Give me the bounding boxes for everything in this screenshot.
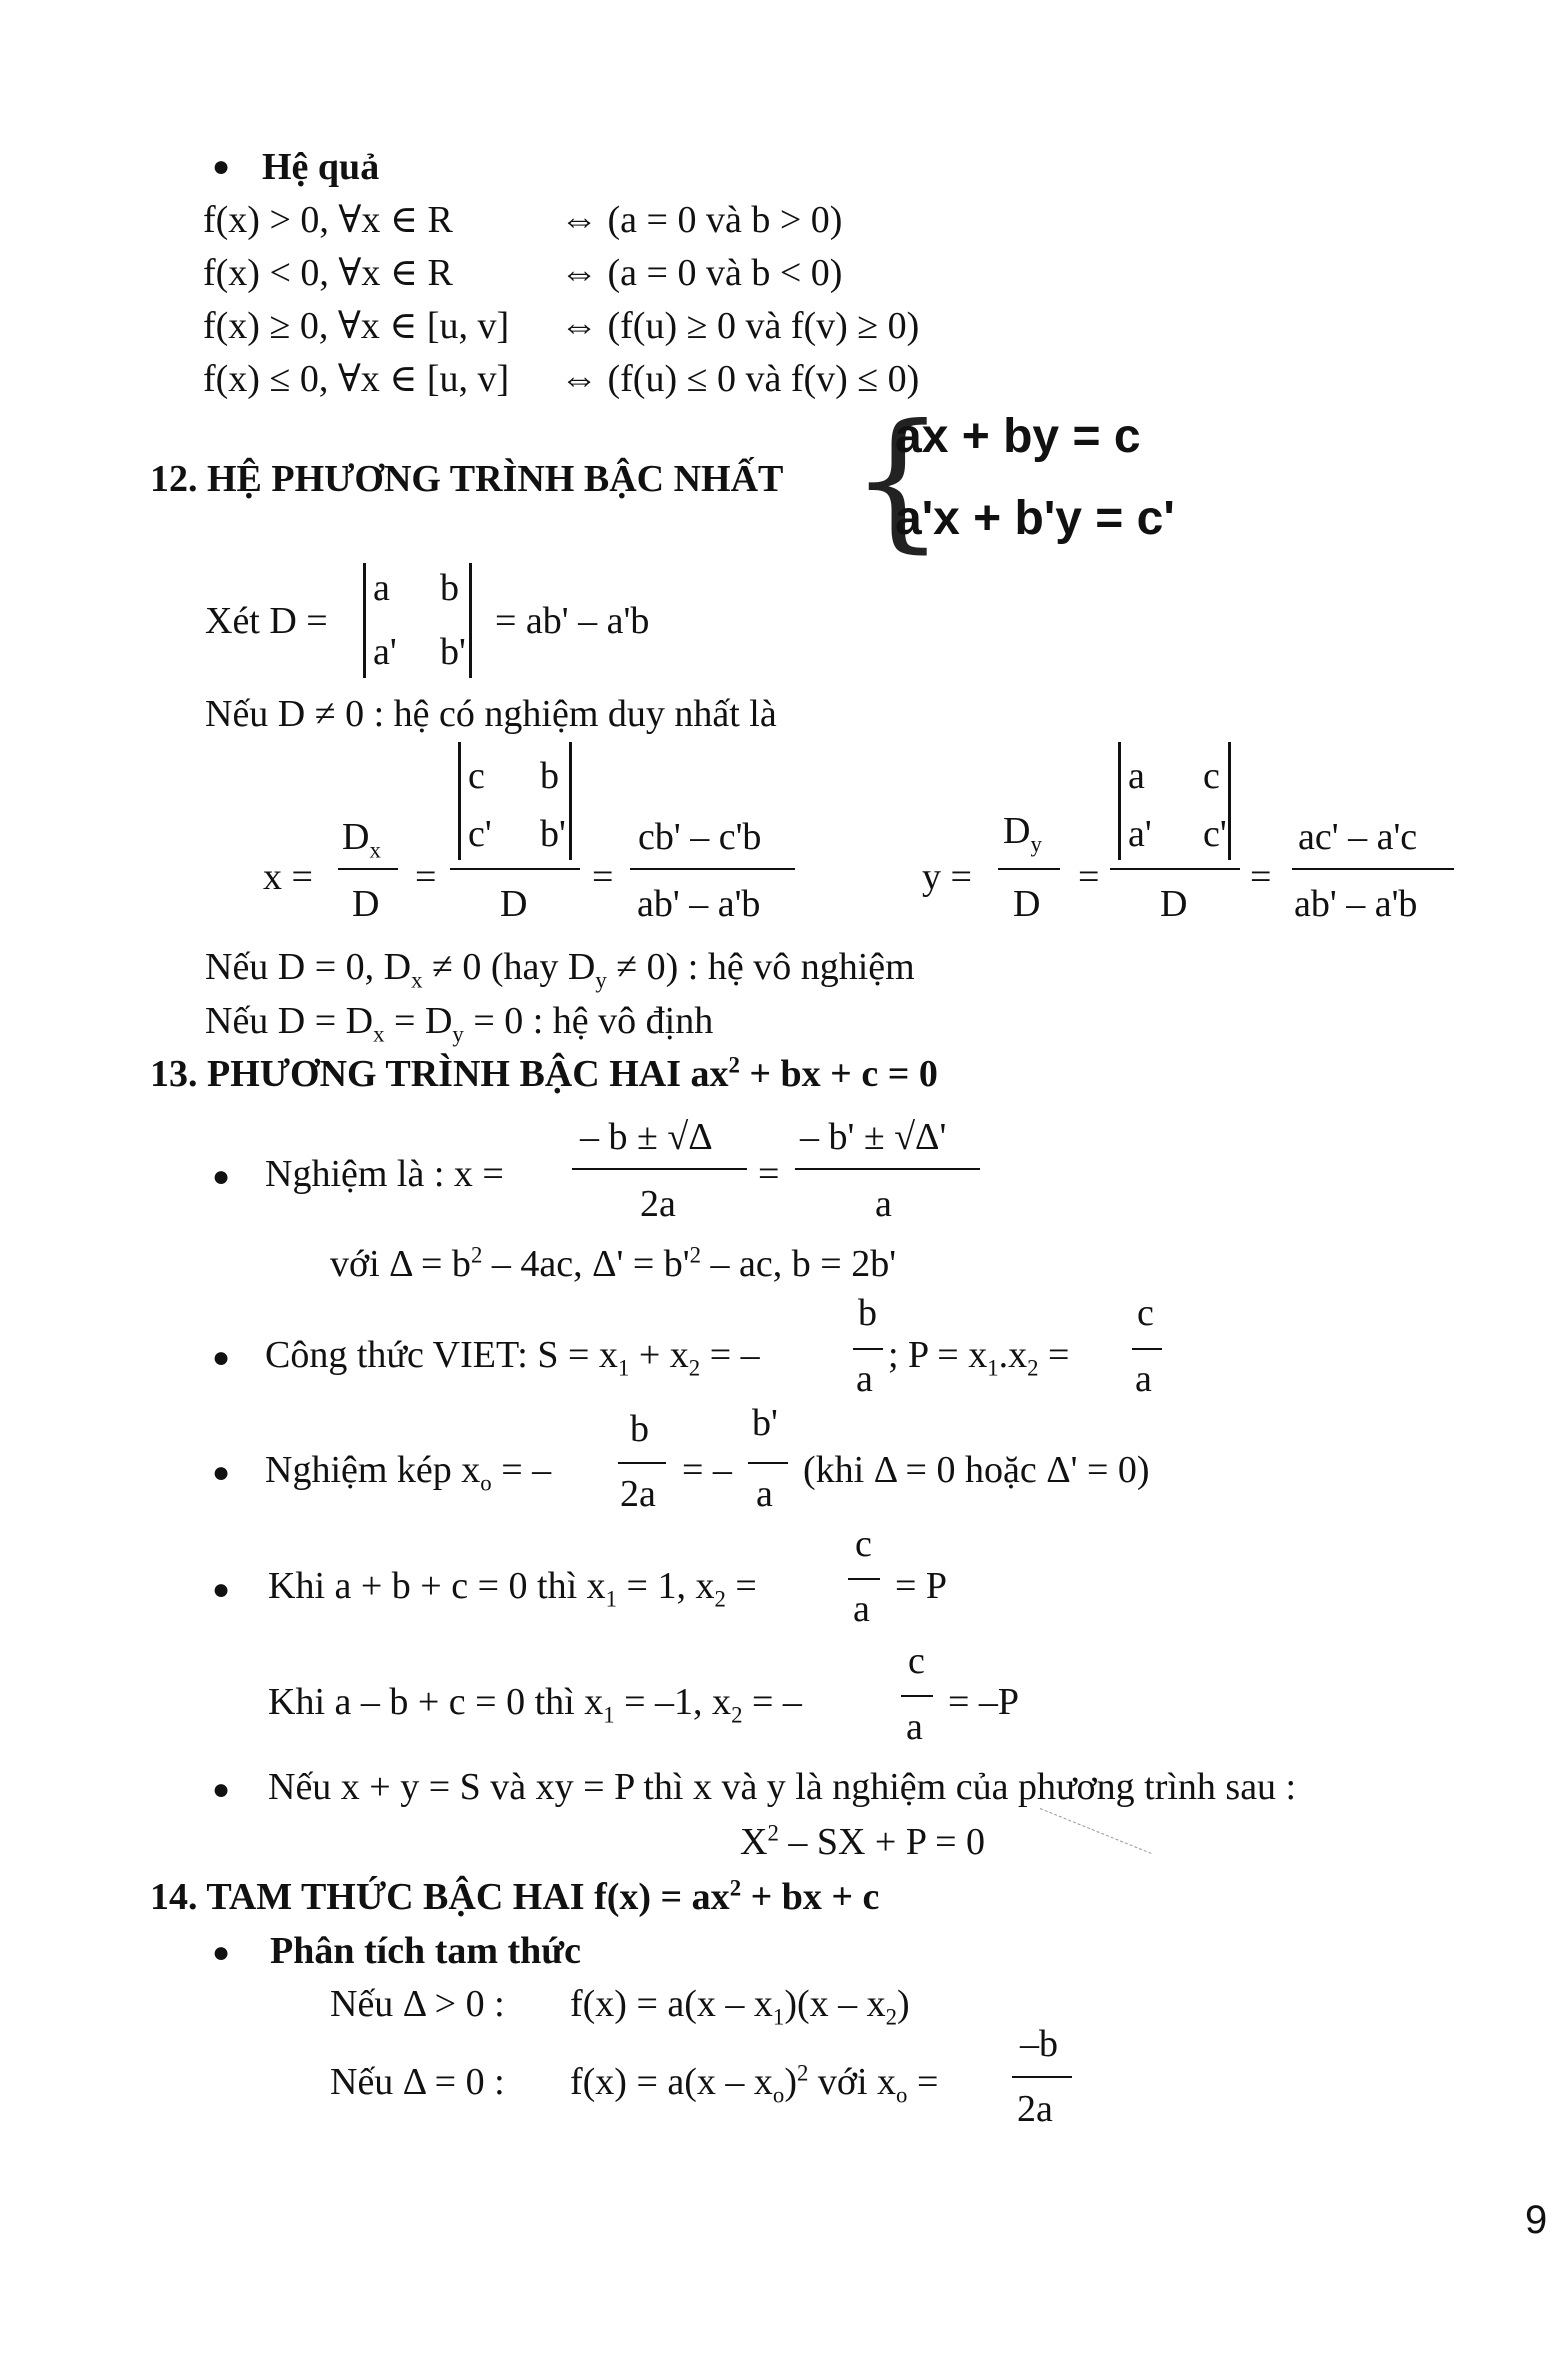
fraction-bar (1132, 1348, 1162, 1350)
brace-symbol: { (850, 393, 946, 567)
formula-text: = (758, 1153, 780, 1195)
fraction-bar (853, 1348, 883, 1350)
fraction-bar (998, 868, 1060, 870)
matrix-cell: b' (440, 631, 466, 673)
formula-text: = (592, 856, 614, 898)
text-line: Xét D = (205, 600, 328, 642)
formula-text: = P (895, 1565, 948, 1607)
scan-mark (1040, 1808, 1152, 1854)
determinant-bar (363, 563, 366, 678)
fraction-denominator: 2a (640, 1183, 676, 1225)
bullet: ● (212, 150, 231, 183)
fraction-denominator: D (1160, 883, 1188, 925)
fraction-denominator: a (1135, 1358, 1152, 1400)
fraction-bar (338, 868, 398, 870)
fraction-bar (1012, 2076, 1072, 2078)
equation: ax + by = c (895, 410, 1141, 463)
text-line: Nếu x + y = S và xy = P thì x và y là nghiệm của phương trình sau : (268, 1766, 1297, 1808)
text-line: ⇔ (f(u) ≤ 0 và f(v) ≤ 0) (560, 358, 920, 400)
fraction-denominator: D (352, 883, 380, 925)
text-line: Nếu $D = D_x = D_y = 0$ : hệ vô định (205, 1000, 714, 1047)
fraction-denominator: a (875, 1183, 892, 1225)
formula-text: = – (682, 1449, 732, 1491)
formula-text: Nghiệm kép $x_o$ = – (265, 1449, 552, 1496)
formula-text: = (415, 856, 437, 898)
matrix-cell: c' (1203, 813, 1227, 855)
matrix-cell: a' (373, 631, 397, 673)
matrix-cell: c (1203, 755, 1220, 797)
fraction-numerator: –b (1020, 2023, 1058, 2065)
text-line: với $\Delta = b^2 - 4ac$, $\Delta' = b'^2$ – ac, b = 2b' (330, 1242, 897, 1285)
determinant-bar (1228, 742, 1231, 860)
fraction-denominator: ab' – a'b (1294, 883, 1418, 925)
formula-text: y = (922, 856, 972, 898)
formula-text: ; $P = x_1.x_2$ = (888, 1334, 1070, 1381)
fraction-numerator: $D_y$ (1003, 810, 1042, 857)
formula-text: x = (263, 856, 313, 898)
matrix-cell: a (373, 567, 390, 609)
fraction-numerator: cb' – c'b (638, 816, 762, 858)
matrix-cell: b (540, 755, 559, 797)
bullet: ● (212, 1773, 231, 1806)
fraction-bar (1110, 868, 1240, 870)
fraction-denominator: D (1013, 883, 1041, 925)
fraction-numerator: – b ± √Δ (580, 1116, 713, 1158)
fraction-denominator: a (853, 1588, 870, 1630)
formula-text: $f(x) = a(x - x_1)(x - x_2)$ (570, 1983, 910, 2030)
formula-text: Nghiệm là : x = (265, 1153, 504, 1195)
fraction-numerator: $D_x$ (342, 816, 381, 863)
formula-text: (khi Δ = 0 hoặc Δ' = 0) (803, 1449, 1150, 1491)
fraction-bar (450, 868, 580, 870)
fraction-numerator: b (858, 1292, 877, 1334)
fraction-numerator: b (630, 1408, 649, 1450)
text-line: Nếu Δ > 0 : (330, 1983, 505, 2025)
fraction-bar (630, 868, 795, 870)
fraction-bar (848, 1578, 880, 1580)
section-heading: Hệ quả (262, 146, 380, 188)
formula-text: Khi a + b + c = 0 thì $x_1 = 1$, $x_2$ = (268, 1565, 757, 1612)
text-line: ⇔ (a = 0 và b < 0) (560, 252, 843, 294)
fraction-denominator: a (756, 1473, 773, 1515)
matrix-cell: b' (540, 813, 566, 855)
text-line: f(x) < 0, ∀x ∈ R (203, 252, 453, 294)
formula-text: = (1078, 856, 1100, 898)
fraction-denominator: 2a (1017, 2088, 1053, 2130)
text-line: f(x) ≥ 0, ∀x ∈ [u, v] (203, 305, 510, 347)
determinant-bar (569, 742, 572, 860)
equation: a'x + b'y = c' (895, 492, 1175, 545)
text-line: ⇔ (a = 0 và b > 0) (560, 199, 843, 241)
fraction-numerator: c (1137, 1292, 1154, 1334)
fraction-denominator: a (856, 1358, 873, 1400)
matrix-cell: b (440, 567, 459, 609)
fraction-bar (618, 1462, 666, 1464)
text-line: Nếu Δ = 0 : (330, 2061, 505, 2103)
text-line: = ab' – a'b (495, 600, 650, 642)
determinant-bar (458, 742, 461, 860)
formula-text: $f(x) = a(x - x_o)^2$ với $x_o$ = (570, 2060, 939, 2108)
fraction-bar (901, 1695, 933, 1697)
section-heading: 13. PHƯƠNG TRÌNH BẬC HAI $ax^2$ + bx + c = 0 (150, 1052, 938, 1095)
bullet: ● (212, 1160, 231, 1193)
section-heading: 14. TAM THỨC BẬC HAI $f(x) = ax^2$ + bx + c (150, 1875, 880, 1918)
fraction-denominator: a (906, 1706, 923, 1748)
matrix-cell: a (1128, 755, 1145, 797)
matrix-cell: a' (1128, 813, 1152, 855)
determinant-bar (1118, 742, 1121, 860)
text-line: f(x) ≤ 0, ∀x ∈ [u, v] (203, 358, 510, 400)
formula-text: = (1250, 856, 1272, 898)
fraction-bar (748, 1462, 788, 1464)
formula-text: Khi a – b + c = 0 thì $x_1 = -1$, $x_2$ = – (268, 1681, 802, 1728)
fraction-numerator: c (908, 1640, 925, 1682)
determinant-bar (469, 563, 472, 678)
fraction-denominator: D (500, 883, 528, 925)
subheading: Phân tích tam thức (270, 1930, 581, 1972)
bullet: ● (212, 1936, 231, 1969)
page-number: 9 (1525, 2198, 1548, 2242)
bullet: ● (212, 1341, 231, 1374)
fraction-bar (795, 1168, 980, 1170)
formula-text: Công thức VIET: $S = x_1 + x_2$ = – (265, 1334, 760, 1381)
text-line: ⇔ (f(u) ≥ 0 và f(v) ≥ 0) (560, 305, 920, 347)
fraction-denominator: 2a (620, 1473, 656, 1515)
fraction-bar (572, 1168, 747, 1170)
section-heading: 12. HỆ PHƯƠNG TRÌNH BẬC NHẤT (150, 458, 784, 500)
formula-text: $X^2$ – SX + P = 0 (740, 1820, 986, 1863)
fraction-bar (1292, 868, 1454, 870)
matrix-cell: c (468, 755, 485, 797)
text-line: f(x) > 0, ∀x ∈ R (203, 199, 453, 241)
bullet: ● (212, 1456, 231, 1489)
formula-text: = –P (948, 1681, 1020, 1723)
text-line: Nếu D ≠ 0 : hệ có nghiệm duy nhất là (205, 693, 777, 735)
fraction-numerator: – b' ± √Δ' (800, 1116, 947, 1158)
fraction-numerator: ac' – a'c (1298, 816, 1418, 858)
fraction-denominator: ab' – a'b (637, 883, 761, 925)
bullet: ● (212, 1573, 231, 1606)
matrix-cell: c' (468, 813, 492, 855)
fraction-numerator: c (855, 1523, 872, 1565)
text-line: Nếu D = 0, $D_x \ne 0$ (hay $D_y \ne 0$) : hệ vô nghiệm (205, 946, 915, 993)
fraction-numerator: b' (752, 1402, 778, 1444)
